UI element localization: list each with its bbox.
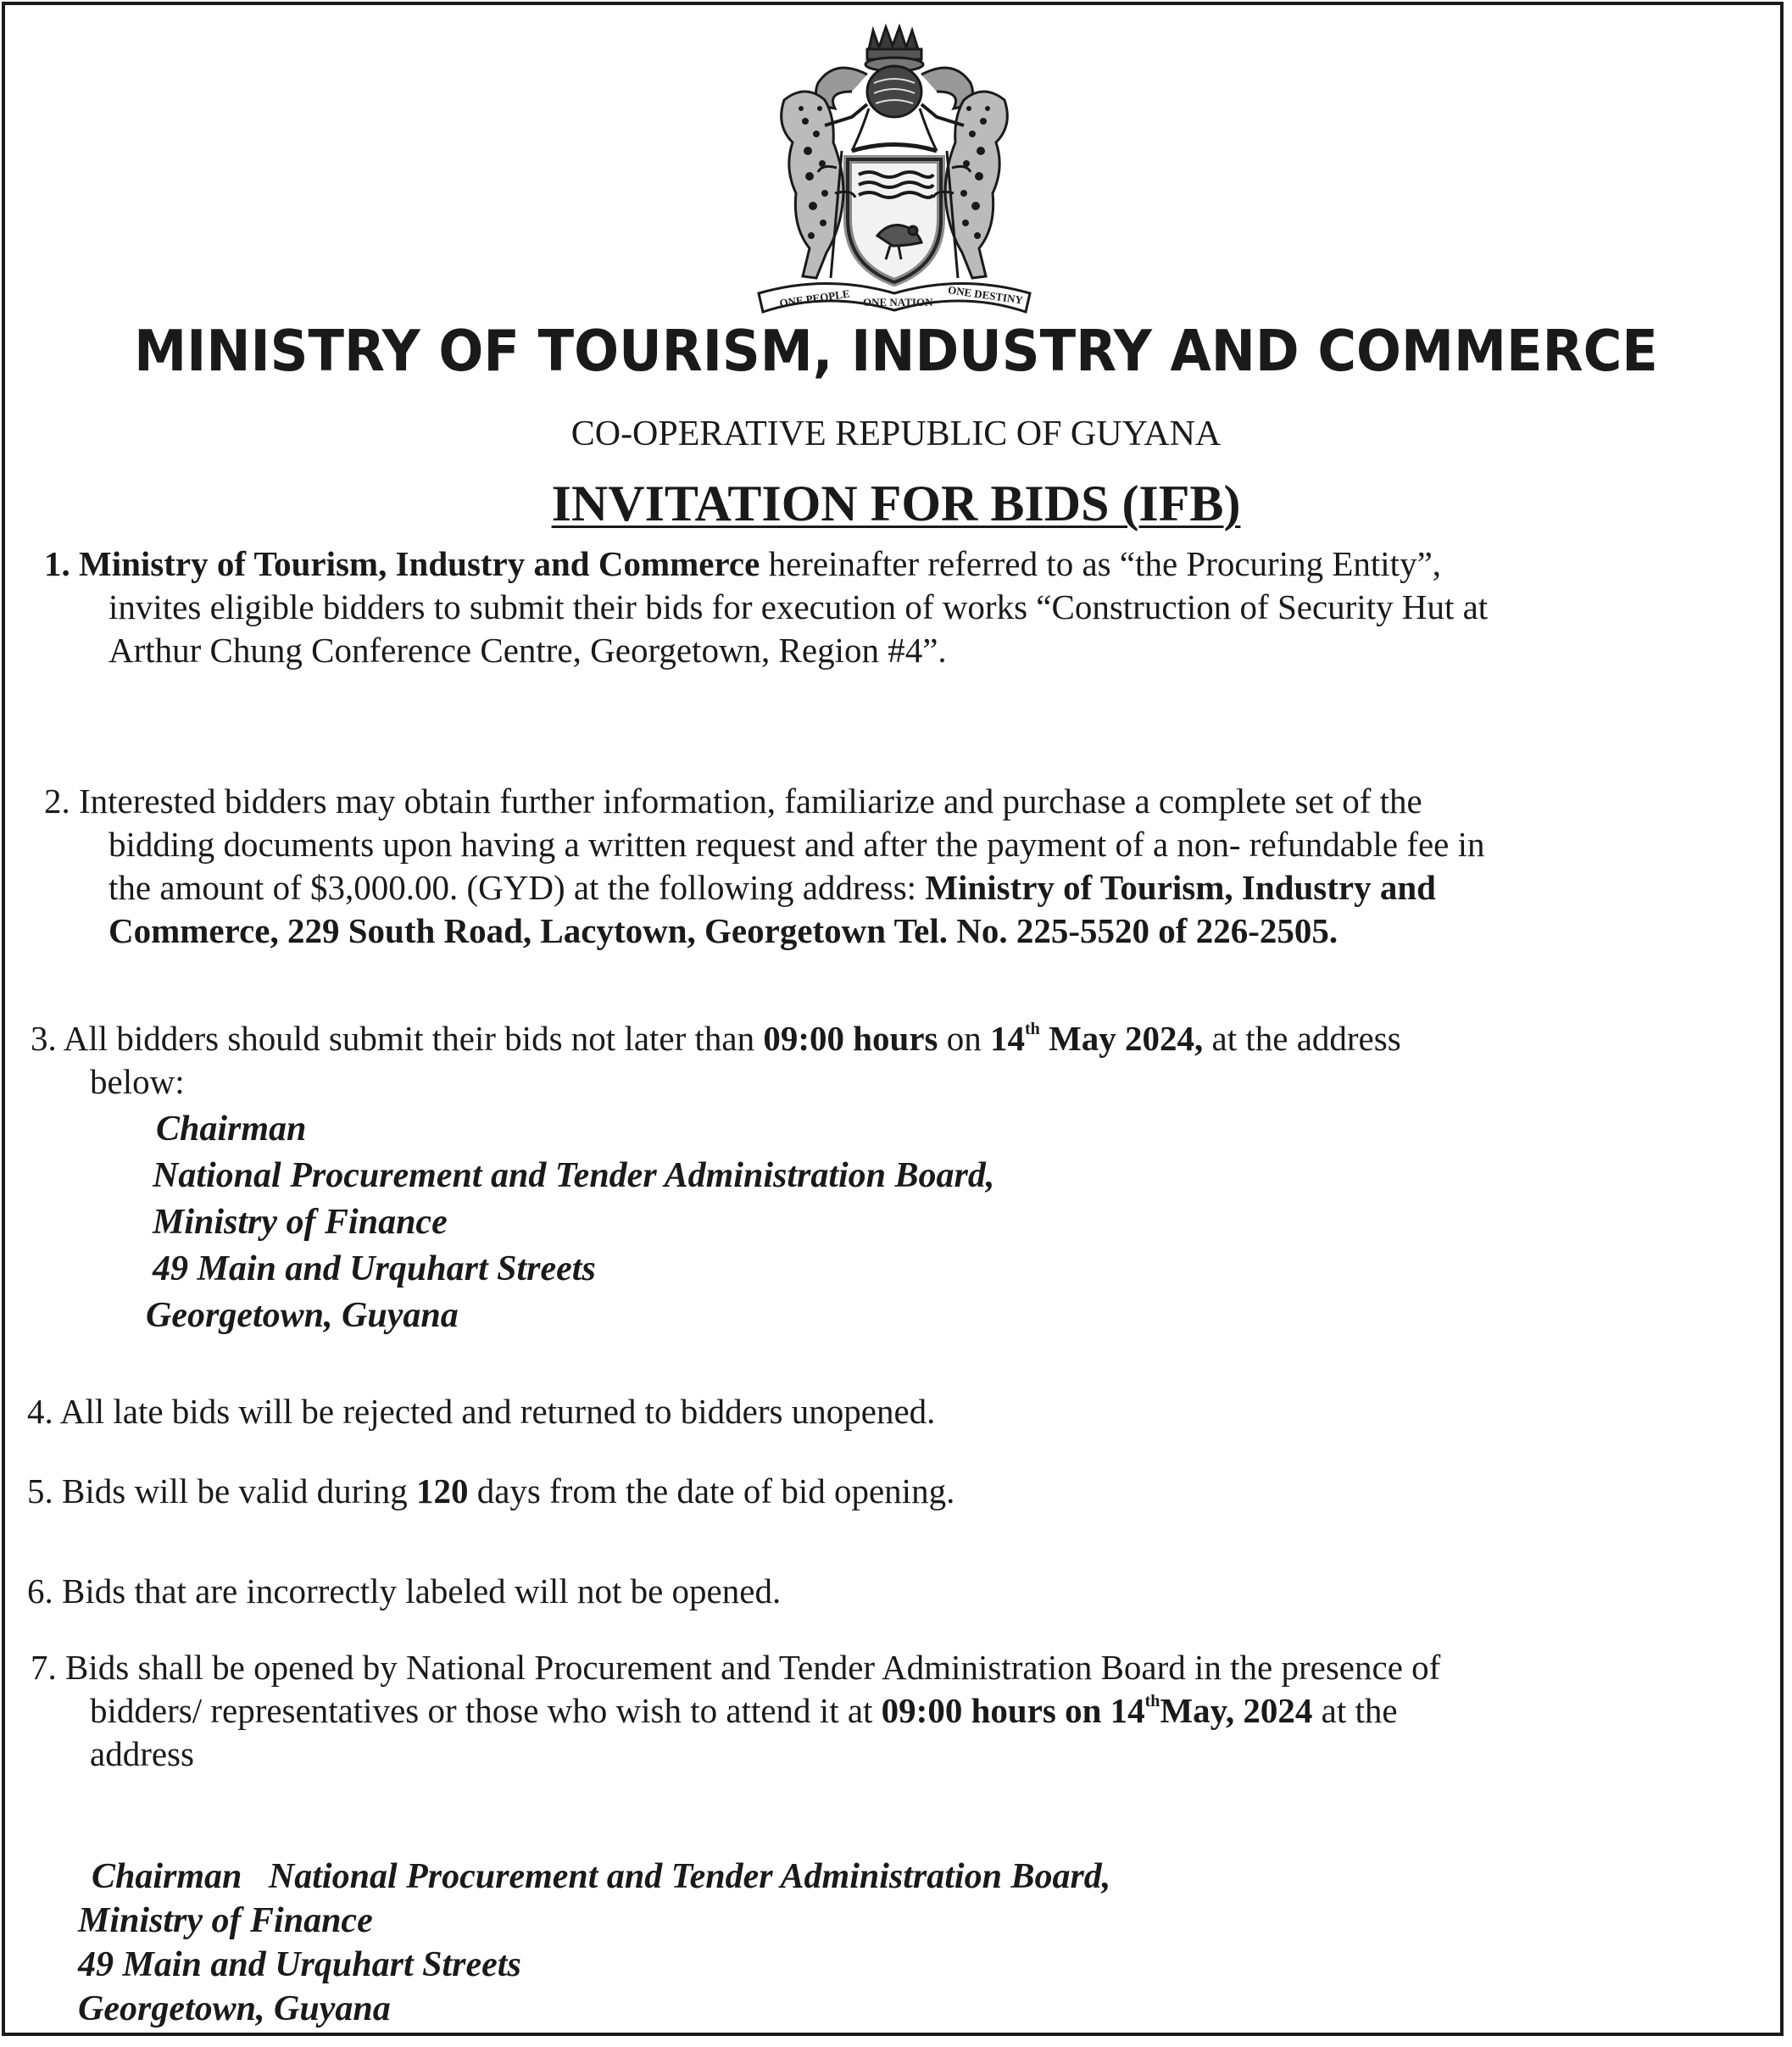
item-2-line1: 2. Interested bidders may obtain further information, familiarize and purchase a complete set of the [44,782,1422,820]
item-7-date: May, 2024 [1160,1691,1313,1730]
item-1-entity: Ministry of Tourism, Industry and Commerce [79,544,760,583]
item-2-address-a: Ministry of Tourism, Industry and [925,868,1436,907]
item-1-line2: invites eligible bidders to submit their bids for execution of works “Construction of Security Hut at [109,587,1489,626]
address-1-line5a: Georgetown [146,1296,324,1335]
country-subtitle: CO-OPERATIVE REPUBLIC OF GUYANA [570,414,1222,453]
item-5-post: days from the date of bid opening. [468,1471,955,1510]
address-2-line2: Ministry of Finance [78,1901,373,1940]
address-1-line5b: , Guyana [324,1296,459,1335]
item-3-text: 3. All bidders should submit their bids not later than [31,1019,764,1058]
address-1-line3: Ministry of Finance [153,1203,448,1242]
address-1-line1: Chairman [156,1110,307,1149]
notice-title: INVITATION FOR BIDS (IFB) [551,476,1241,531]
delivery-address [146,1106,994,1339]
item-1-line1: hereinafter referred to as “the Procuring Entity”, [760,544,1442,583]
item-5-days: 120 [415,1471,469,1510]
item-4: 4. All late bids will be rejected and returned to bidders unopened. [27,1392,936,1431]
item-3-day: 14 [990,1019,1026,1058]
motto-one-destiny: ONE DESTINY [947,283,1024,307]
item-2 [44,780,1773,953]
item-3-time: 09:00 hours [763,1019,938,1058]
opening-address [78,1855,1110,2031]
item-7-line1: 7. Bids shall be opened by National Procurement and Tender Administration Board in the presence of [31,1648,1441,1687]
item-3-date: May 2024, [1039,1019,1204,1058]
motto-one-nation: ONE NATION [863,296,933,309]
item-7-time: 09:00 hours on 14 [881,1691,1145,1730]
item-2-line3: the amount of $3,000.00. (GYD) at the following address: [109,868,926,907]
address-2-line1: Chairman National Procurement and Tender Administration Board, [92,1857,1111,1896]
item-7-suffix: th [1144,1692,1160,1711]
address-1-line4: 49 Main and Urquhart Streets [153,1249,596,1288]
item-2-address-b: Commerce, 229 South Road, Lacytown, Georgetown Tel. No. 225-5520 of 226-2505. [109,911,1338,950]
item-7 [31,1646,1760,1776]
address-2-line3: 49 Main and Urquhart Streets [78,1945,521,1984]
item-7-line2: bidders/ representatives or those who wish to attend it at [90,1691,882,1730]
item-3-line2: below: [90,1062,185,1101]
guyana-coat-of-arms-icon [725,24,1064,320]
item-5-pre: 5. Bids will be valid during [27,1471,416,1510]
motto-one-people: ONE PEOPLE [778,286,851,310]
item-5 [27,1470,954,1513]
item-1-line3: Arthur Chung Conference Centre, Georgetown, Region #4”. [109,631,947,670]
item-7-line3: address [90,1734,194,1773]
item-2-line2: bidding documents upon having a written request and after the payment of a non- refundable fee in [109,825,1485,864]
item-6: 6. Bids that are incorrectly labeled will not be opened. [27,1571,782,1610]
item-1 [44,542,1773,672]
item-3-on: on [938,1019,991,1058]
ministry-title: MINISTRY OF TOURISM, INDUSTRY AND COMMERCE [134,318,1658,384]
item-3-suffix: th [1025,1020,1040,1039]
item-1-number: 1. [44,544,70,583]
item-3-post: at the address [1203,1019,1401,1058]
address-1-line2: National Procurement and Tender Administration Board, [153,1156,995,1195]
item-7-post: at the [1312,1691,1398,1730]
item-3 [31,1017,1760,1104]
address-2-line4: Georgetown, Guyana [78,1989,391,2028]
